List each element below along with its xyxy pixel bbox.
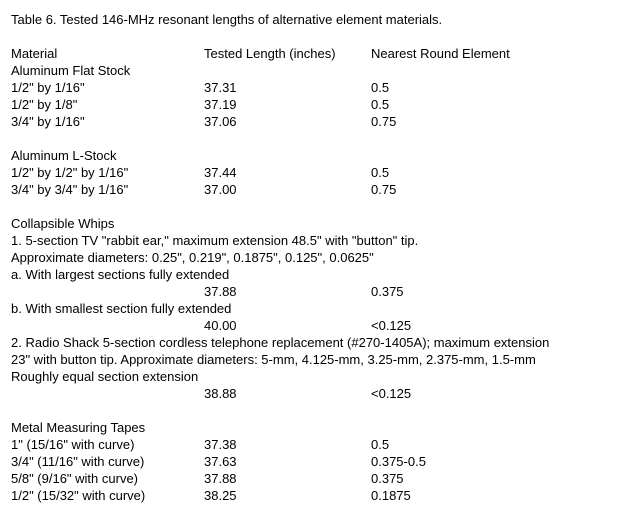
table-row xyxy=(11,487,631,504)
section-spacer xyxy=(11,130,631,147)
cell-material: 1/2" by 1/8" xyxy=(11,97,78,112)
cell-length: 37.88 xyxy=(204,284,237,299)
table-row xyxy=(11,181,631,198)
cell-length: 37.63 xyxy=(204,454,237,469)
cell-nearest: 0.75 xyxy=(371,182,397,197)
table-row xyxy=(11,385,631,402)
cell-length: 37.88 xyxy=(204,471,237,486)
header-material: Material xyxy=(11,46,58,61)
section-title-measuring-tapes: Metal Measuring Tapes xyxy=(11,420,146,435)
cell-nearest: 0.75 xyxy=(371,114,397,129)
table-caption: Table 6. Tested 146-MHz resonant lengths of alternative element materials. xyxy=(11,12,443,27)
section-title-l-stock: Aluminum L-Stock xyxy=(11,148,117,163)
cell-material: 3/4" by 1/16" xyxy=(11,114,85,129)
cell-material: 3/4" (11/16" with curve) xyxy=(11,454,145,469)
whip-item-1b-label: b. With smallest section fully extended xyxy=(11,301,232,316)
cell-material: 5/8" (9/16" with curve) xyxy=(11,471,139,486)
document xyxy=(11,11,631,504)
cell-nearest: 0.5 xyxy=(371,97,390,112)
cell-material: 1" (15/16" with curve) xyxy=(11,437,135,452)
table-row xyxy=(11,453,631,470)
cell-material: 1/2" (15/32" with curve) xyxy=(11,488,146,503)
cell-length: 38.88 xyxy=(204,386,237,401)
table-row xyxy=(11,164,631,181)
cell-nearest: <0.125 xyxy=(371,318,412,333)
table-row xyxy=(11,470,631,487)
cell-material: 1/2" by 1/16" xyxy=(11,80,85,95)
table-header xyxy=(11,45,631,62)
header-nearest-round-element: Nearest Round Element xyxy=(371,46,510,61)
section-spacer xyxy=(11,198,631,215)
whip-item-2-extension: Roughly equal section extension xyxy=(11,369,199,384)
whip-item-2-diameters: 23" with button tip. Approximate diameters: 5-mm, 4.125-mm, 3.25-mm, 2.375-mm, 1.5-mm xyxy=(11,352,536,367)
table-row xyxy=(11,96,631,113)
cell-length: 37.38 xyxy=(204,437,237,452)
cell-nearest: 0.5 xyxy=(371,165,390,180)
table-row xyxy=(11,79,631,96)
whip-item-1-diameters: Approximate diameters: 0.25", 0.219", 0.1875", 0.125", 0.0625" xyxy=(11,250,374,265)
cell-nearest: 0.375 xyxy=(371,471,404,486)
table-row xyxy=(11,113,631,130)
cell-length: 37.44 xyxy=(204,165,237,180)
section-spacer xyxy=(11,402,631,419)
cell-length: 40.00 xyxy=(204,318,237,333)
cell-nearest: 0.375 xyxy=(371,284,404,299)
cell-nearest: 0.1875 xyxy=(371,488,411,503)
whip-item-1a-label: a. With largest sections fully extended xyxy=(11,267,230,282)
whip-item-1-description: 1. 5-section TV "rabbit ear," maximum extension 48.5" with "button" tip. xyxy=(11,233,419,248)
cell-length: 37.31 xyxy=(204,80,237,95)
cell-length: 37.06 xyxy=(204,114,237,129)
header-tested-length: Tested Length (inches) xyxy=(204,46,336,61)
cell-material: 1/2" by 1/2" by 1/16" xyxy=(11,165,129,180)
table-row xyxy=(11,436,631,453)
section-title-collapsible-whips: Collapsible Whips xyxy=(11,216,115,231)
whip-item-2-description: 2. Radio Shack 5-section cordless telephone replacement (#270-1405A); maximum extension xyxy=(11,335,550,350)
table-row xyxy=(11,317,631,334)
section-title-flat-stock: Aluminum Flat Stock xyxy=(11,63,131,78)
cell-nearest: 0.375-0.5 xyxy=(371,454,426,469)
cell-length: 37.00 xyxy=(204,182,237,197)
cell-nearest: 0.5 xyxy=(371,437,390,452)
cell-length: 37.19 xyxy=(204,97,237,112)
cell-nearest: <0.125 xyxy=(371,386,412,401)
cell-length: 38.25 xyxy=(204,488,237,503)
cell-nearest: 0.5 xyxy=(371,80,390,95)
cell-material: 3/4" by 3/4" by 1/16" xyxy=(11,182,129,197)
table-row xyxy=(11,283,631,300)
